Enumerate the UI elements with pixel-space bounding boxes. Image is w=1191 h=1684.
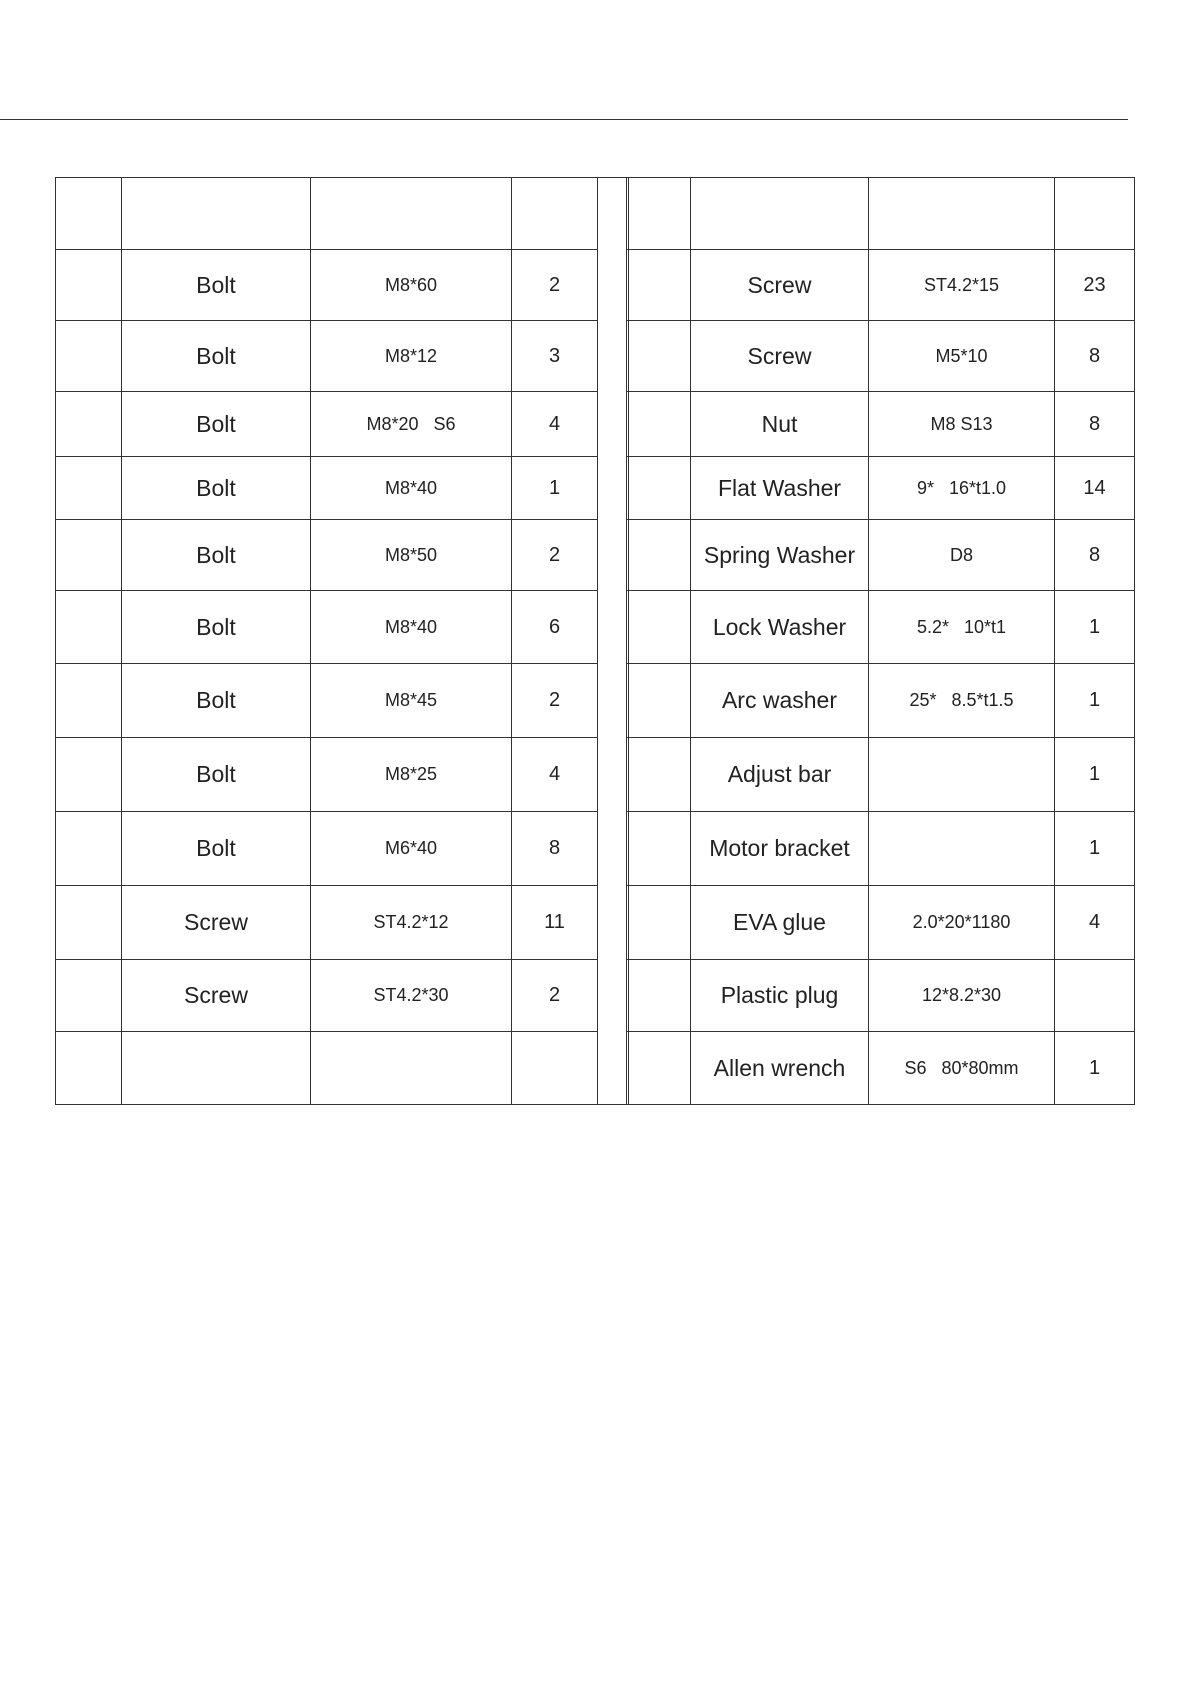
part-qty: 2 — [512, 664, 598, 738]
table-row — [627, 738, 1135, 812]
row-no-cell — [56, 591, 122, 664]
part-name: Screw — [691, 321, 869, 392]
part-spec: 25* 8.5*t1.5 — [869, 664, 1055, 738]
part-qty: 11 — [512, 886, 598, 960]
row-no-cell — [56, 664, 122, 738]
header-cell-name — [122, 178, 311, 250]
part-spec: M5*10 — [869, 321, 1055, 392]
part-spec — [869, 738, 1055, 812]
table-row — [627, 520, 1135, 591]
row-no-cell — [56, 960, 122, 1032]
header-cell-spec — [311, 178, 512, 250]
table-row — [56, 250, 629, 321]
part-name: Bolt — [122, 520, 311, 591]
row-no-cell — [627, 886, 691, 960]
row-no-cell — [627, 392, 691, 457]
part-name: Bolt — [122, 392, 311, 457]
header-cell-spec — [869, 178, 1055, 250]
table-row — [627, 250, 1135, 321]
part-qty: 8 — [512, 812, 598, 886]
header-cell-no — [627, 178, 691, 250]
row-no-cell — [56, 520, 122, 591]
table-row — [627, 664, 1135, 738]
row-no-cell — [56, 250, 122, 321]
row-no-cell — [56, 457, 122, 520]
part-spec: M8*50 — [311, 520, 512, 591]
table-row — [56, 886, 629, 960]
part-spec: 2.0*20*1180 — [869, 886, 1055, 960]
part-qty: 1 — [1055, 812, 1135, 886]
part-name: Motor bracket — [691, 812, 869, 886]
part-spec — [869, 812, 1055, 886]
part-qty: 1 — [1055, 1032, 1135, 1105]
table-row — [627, 457, 1135, 520]
row-no-cell — [56, 886, 122, 960]
row-no-cell — [627, 321, 691, 392]
header-cell-qty — [1055, 178, 1135, 250]
part-spec: ST4.2*15 — [869, 250, 1055, 321]
part-name: Spring Washer — [691, 520, 869, 591]
part-qty — [512, 1032, 598, 1105]
parts-table-left — [55, 177, 629, 1105]
part-name: Arc washer — [691, 664, 869, 738]
part-name: Nut — [691, 392, 869, 457]
part-spec: S6 80*80mm — [869, 1032, 1055, 1105]
row-no-cell — [56, 812, 122, 886]
row-no-cell — [56, 392, 122, 457]
part-qty: 1 — [1055, 591, 1135, 664]
header-divider — [0, 119, 1128, 120]
table-row — [627, 812, 1135, 886]
table-row — [56, 321, 629, 392]
header-cell-qty — [512, 178, 598, 250]
row-no-cell — [627, 812, 691, 886]
header-cell-name — [691, 178, 869, 250]
part-name: Bolt — [122, 591, 311, 664]
part-qty: 8 — [1055, 392, 1135, 457]
part-name: Bolt — [122, 250, 311, 321]
part-name: Bolt — [122, 321, 311, 392]
part-spec: M8*12 — [311, 321, 512, 392]
row-no-cell — [627, 664, 691, 738]
part-qty: 1 — [1055, 738, 1135, 812]
table-row — [627, 392, 1135, 457]
part-spec: M8*40 — [311, 457, 512, 520]
part-name: Screw — [122, 960, 311, 1032]
part-spec: M6*40 — [311, 812, 512, 886]
table-row — [56, 812, 629, 886]
part-spec: M8*25 — [311, 738, 512, 812]
table-row — [627, 960, 1135, 1032]
row-no-cell — [627, 960, 691, 1032]
part-name: Flat Washer — [691, 457, 869, 520]
part-qty: 2 — [512, 960, 598, 1032]
part-spec: M8*60 — [311, 250, 512, 321]
part-name: Bolt — [122, 457, 311, 520]
row-no-cell — [627, 1032, 691, 1105]
row-no-cell — [627, 591, 691, 664]
part-name: Bolt — [122, 738, 311, 812]
part-name: Bolt — [122, 664, 311, 738]
table-row — [56, 457, 629, 520]
part-name: Bolt — [122, 812, 311, 886]
table-row — [56, 591, 629, 664]
table-row — [56, 738, 629, 812]
table-gutter — [598, 178, 629, 1105]
table-row — [627, 591, 1135, 664]
table-row — [56, 520, 629, 591]
table-row — [627, 1032, 1135, 1105]
part-spec: 5.2* 10*t1 — [869, 591, 1055, 664]
part-qty: 8 — [1055, 520, 1135, 591]
table-header-row — [56, 178, 629, 250]
table-row — [56, 1032, 629, 1105]
part-qty: 1 — [512, 457, 598, 520]
part-qty: 2 — [512, 250, 598, 321]
table-header-row — [627, 178, 1135, 250]
part-qty: 8 — [1055, 321, 1135, 392]
part-name: Allen wrench — [691, 1032, 869, 1105]
row-no-cell — [627, 520, 691, 591]
part-qty: 1 — [1055, 664, 1135, 738]
part-spec: ST4.2*12 — [311, 886, 512, 960]
table-row — [56, 664, 629, 738]
part-qty: 4 — [512, 738, 598, 812]
part-spec: M8*20 S6 — [311, 392, 512, 457]
part-qty: 3 — [512, 321, 598, 392]
row-no-cell — [56, 1032, 122, 1105]
part-spec: 12*8.2*30 — [869, 960, 1055, 1032]
part-name: Plastic plug — [691, 960, 869, 1032]
row-no-cell — [56, 321, 122, 392]
part-spec: M8*40 — [311, 591, 512, 664]
part-name: Adjust bar — [691, 738, 869, 812]
part-qty: 6 — [512, 591, 598, 664]
table-row — [627, 321, 1135, 392]
part-qty — [1055, 960, 1135, 1032]
part-name: EVA glue — [691, 886, 869, 960]
part-name: Screw — [691, 250, 869, 321]
table-row — [56, 392, 629, 457]
row-no-cell — [627, 250, 691, 321]
part-spec: ST4.2*30 — [311, 960, 512, 1032]
part-name: Screw — [122, 886, 311, 960]
table-row — [56, 960, 629, 1032]
row-no-cell — [627, 457, 691, 520]
part-qty: 4 — [512, 392, 598, 457]
part-spec: 9* 16*t1.0 — [869, 457, 1055, 520]
row-no-cell — [56, 738, 122, 812]
part-spec: M8 S13 — [869, 392, 1055, 457]
part-spec: D8 — [869, 520, 1055, 591]
part-qty: 23 — [1055, 250, 1135, 321]
header-cell-no — [56, 178, 122, 250]
part-qty: 2 — [512, 520, 598, 591]
table-row — [627, 886, 1135, 960]
row-no-cell — [627, 738, 691, 812]
part-qty: 14 — [1055, 457, 1135, 520]
part-name: Lock Washer — [691, 591, 869, 664]
part-spec — [311, 1032, 512, 1105]
part-qty: 4 — [1055, 886, 1135, 960]
parts-table-right — [626, 177, 1135, 1105]
part-spec: M8*45 — [311, 664, 512, 738]
part-name — [122, 1032, 311, 1105]
